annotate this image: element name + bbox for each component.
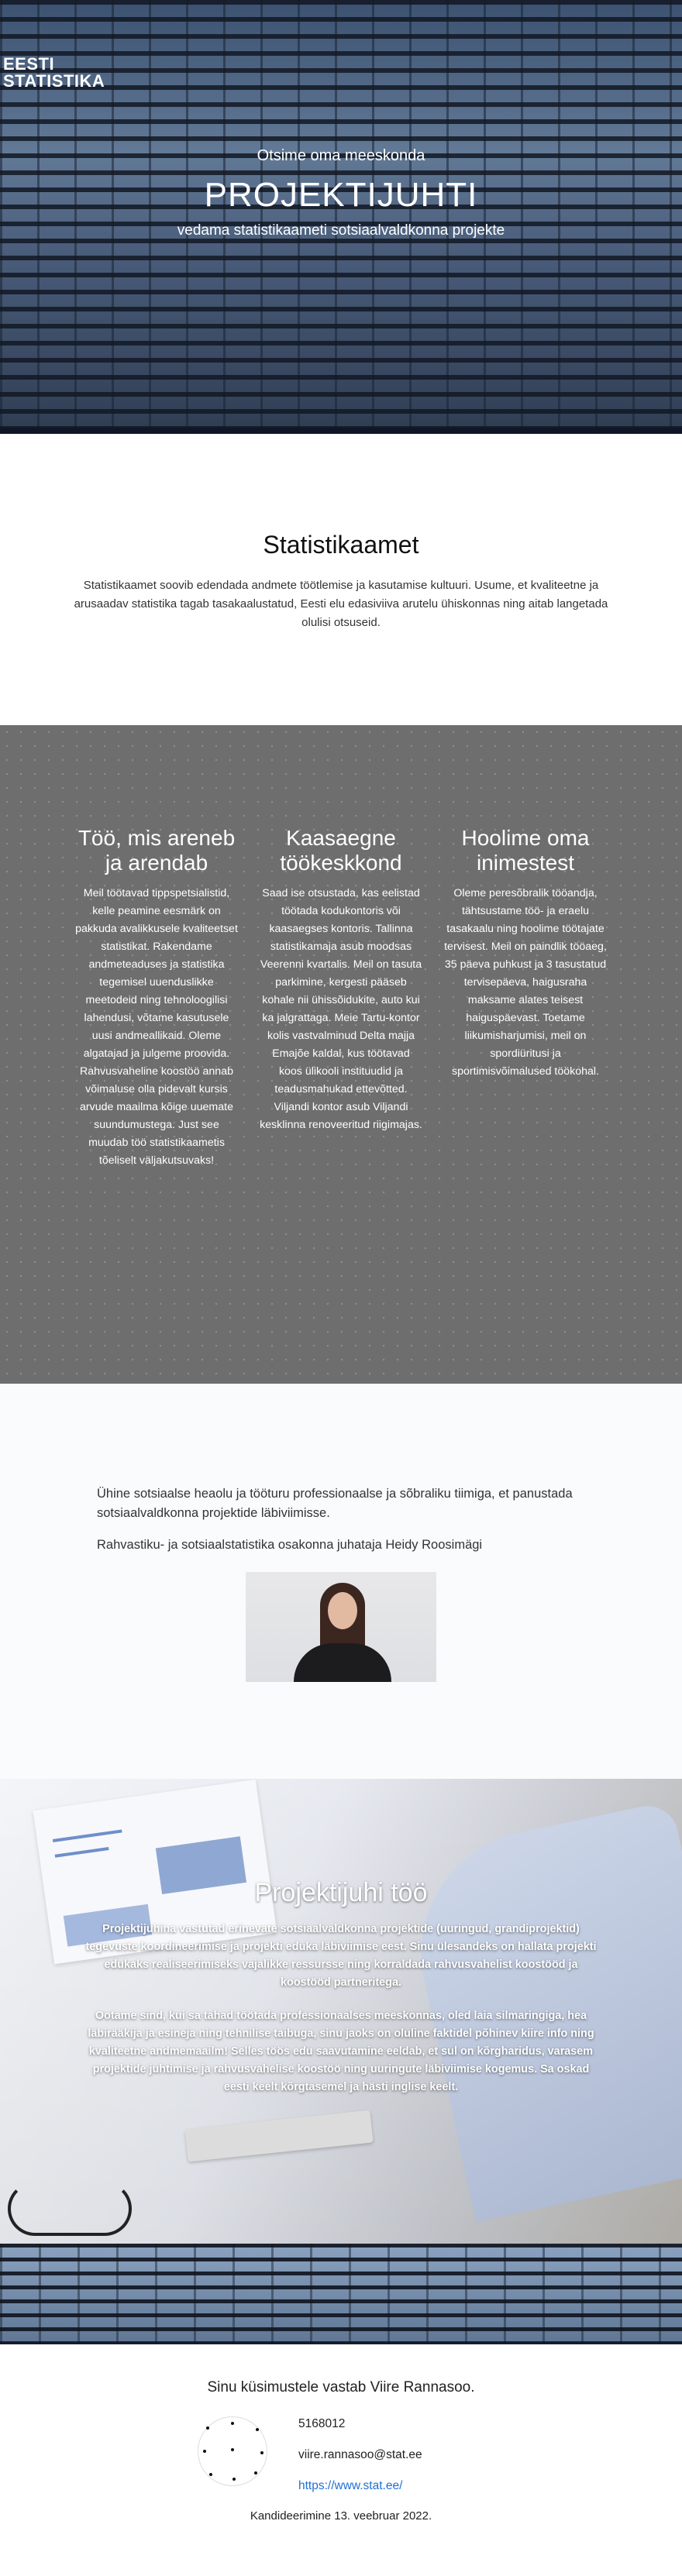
contact-section <box>0 2344 682 2557</box>
contact-email[interactable]: viire.rannasoo@stat.ee <box>298 2448 422 2461</box>
building-band-image <box>0 2244 682 2344</box>
portrait-photo <box>246 1572 436 1682</box>
work-paragraph-2: Ootame sind, kui sa tahad töötada professionaalses meeskonnas, oled laia silmaringiga, hea läbirääkija ja esineja ning tehnilise taibuga, sinu jaoks on oluline faktidel põhinev kiire info ning kvaliteetne andmemaailm! Selles töös edu saavutamine eeldab, et sul on kõrgharidus, varasem projektide juhtimise ja rahvusvahelise koostöö ning uuringute läbiviimise kogemus. Sa oskad eesti keelt kõrgtasemel ja hästi inglise keelt. <box>88 2010 594 2093</box>
application-deadline: Kandideerimine 13. veebruar 2022. <box>250 2509 432 2523</box>
feature-text: Meil töötavad tippspetsialistid, kelle peamine eesmärk on pakkuda avalikkusele kvaliteetset statistikat. Rakendame andmeteaduses ja statistika tegemisel uuenduslikke meetodeid ning tehnoloogilisi lahendusi, võtame kasutusele uusi andmeallikaid. Oleme algatajad ja julgeme proovida. Rahvusvaheline koostöö annab võimaluse olla pidevalt kursis arvude maailma kõige uuemate suundumustega. Just see muudab töö statistikaametis tõeliselt väljakutsuvaks! <box>75 887 238 1167</box>
work-paragraph-1: Projektijuhina vastutad erinevate sotsiaalvaldkonna projektide (uuringud, grandiprojektid) tegevuste koordineerimise ja projekti eduka läbiviimise eest. Sinu ülesandeks on hallata projekti edukaks realiseerimiseks vajalikke ressursse ning korraldada rahvusvahelist koostööd ja koostööd partneritega. <box>85 1923 597 1989</box>
feature-title: Hoolime oma inimestest <box>461 826 590 875</box>
hero-divider <box>0 428 682 434</box>
hero-banner <box>0 0 682 434</box>
work-text <box>0 1878 682 2096</box>
feature-text: Oleme peresõbralik tööandja, tähtsustame töö- ja eraelu tasakaalu ning hoolime töötajate tervisest. Meil on paindlik tööaeg, 35 päeva puhkust ja 3 tasustatud tervisepäeva, haigusraha maksame alates teisest haiguspäevast. Toetame liikumisharjumisi, meil on spordiüritusi ja sportimisvõimalused töökohal. <box>444 887 607 1078</box>
feature-text: Saad ise otsustada, kas eelistad töötada kodukontoris või kaasaegses kontoris. Tallinna statistikamaja asub moodsas Veerenni kvartalis. Meil on tasuta parkimine, kergesti pääseb kohale nii ühissõidukite, auto kui ka jalgrattaga. Meie Tartu-kontor kolis vastvalminud Delta majja Emajõe kaldal, kus töötavad koos ülikooli instituudid ja teadusmahukad ettevõtted. Viljandi kontor asub Viljandi kesklinna renoveeritud riigimajas. <box>260 887 422 1131</box>
logo-line-1: EESTI <box>3 54 55 74</box>
feature-column-workplace <box>260 826 422 1170</box>
features-columns <box>0 826 682 1170</box>
feature-column-development <box>75 826 238 1170</box>
quote-author: Rahvastiku- ja sotsiaalstatistika osakonna juhataja Heidy Roosimägi <box>97 1538 483 1552</box>
about-title: Statistikaamet <box>263 531 419 559</box>
glasses-image <box>8 2182 132 2236</box>
quote-section <box>0 1384 682 1779</box>
contact-details <box>198 2416 682 2494</box>
work-title: Projektijuhi töö <box>254 1878 428 1907</box>
work-section <box>0 1779 682 2244</box>
contact-photo-placeholder <box>198 2416 267 2486</box>
keyboard-image <box>184 2110 373 2162</box>
about-text: Statistikaamet soovib edendada andmete töötlemise ja kasutamise kultuuri. Usume, et kvaliteetne ja arusaadav statistika tagab tasakaalustatud, Eesti elu edasiviiva arutelu ühiskonnas ning aitab langetada olulisi otsuseid. <box>74 579 608 629</box>
contact-website-link[interactable]: https://www.stat.ee/ <box>298 2479 403 2492</box>
hero-text <box>0 147 682 239</box>
hero-subtitle: vedama statistikaameti sotsiaalvaldkonna projekte <box>177 222 505 239</box>
feature-title: Kaasaegne töökeskkond <box>280 826 402 875</box>
eesti-statistika-logo[interactable] <box>3 56 105 90</box>
quote-text: Ühine sotsiaalse heaolu ja tööturu professionaalse ja sõbraliku tiimiga, et panustada sotsiaalvaldkonna projektide läbiviimisse. <box>97 1487 573 1520</box>
about-section <box>0 434 682 725</box>
portrait-body <box>294 1643 391 1682</box>
feature-column-people <box>444 826 607 1170</box>
contact-phone[interactable]: 5168012 <box>298 2417 346 2430</box>
logo-line-2: STATISTIKA <box>3 71 105 91</box>
hero-kicker: Otsime oma meeskonda <box>257 147 425 164</box>
contact-title: Sinu küsimustele vastab Viire Rannasoo. <box>207 2379 475 2395</box>
portrait-face <box>328 1592 357 1629</box>
contact-lines <box>298 2416 682 2494</box>
features-section <box>0 725 682 1384</box>
feature-title: Töö, mis areneb ja arendab <box>78 826 236 875</box>
hero-title: PROJEKTIJUHTI <box>204 176 478 214</box>
